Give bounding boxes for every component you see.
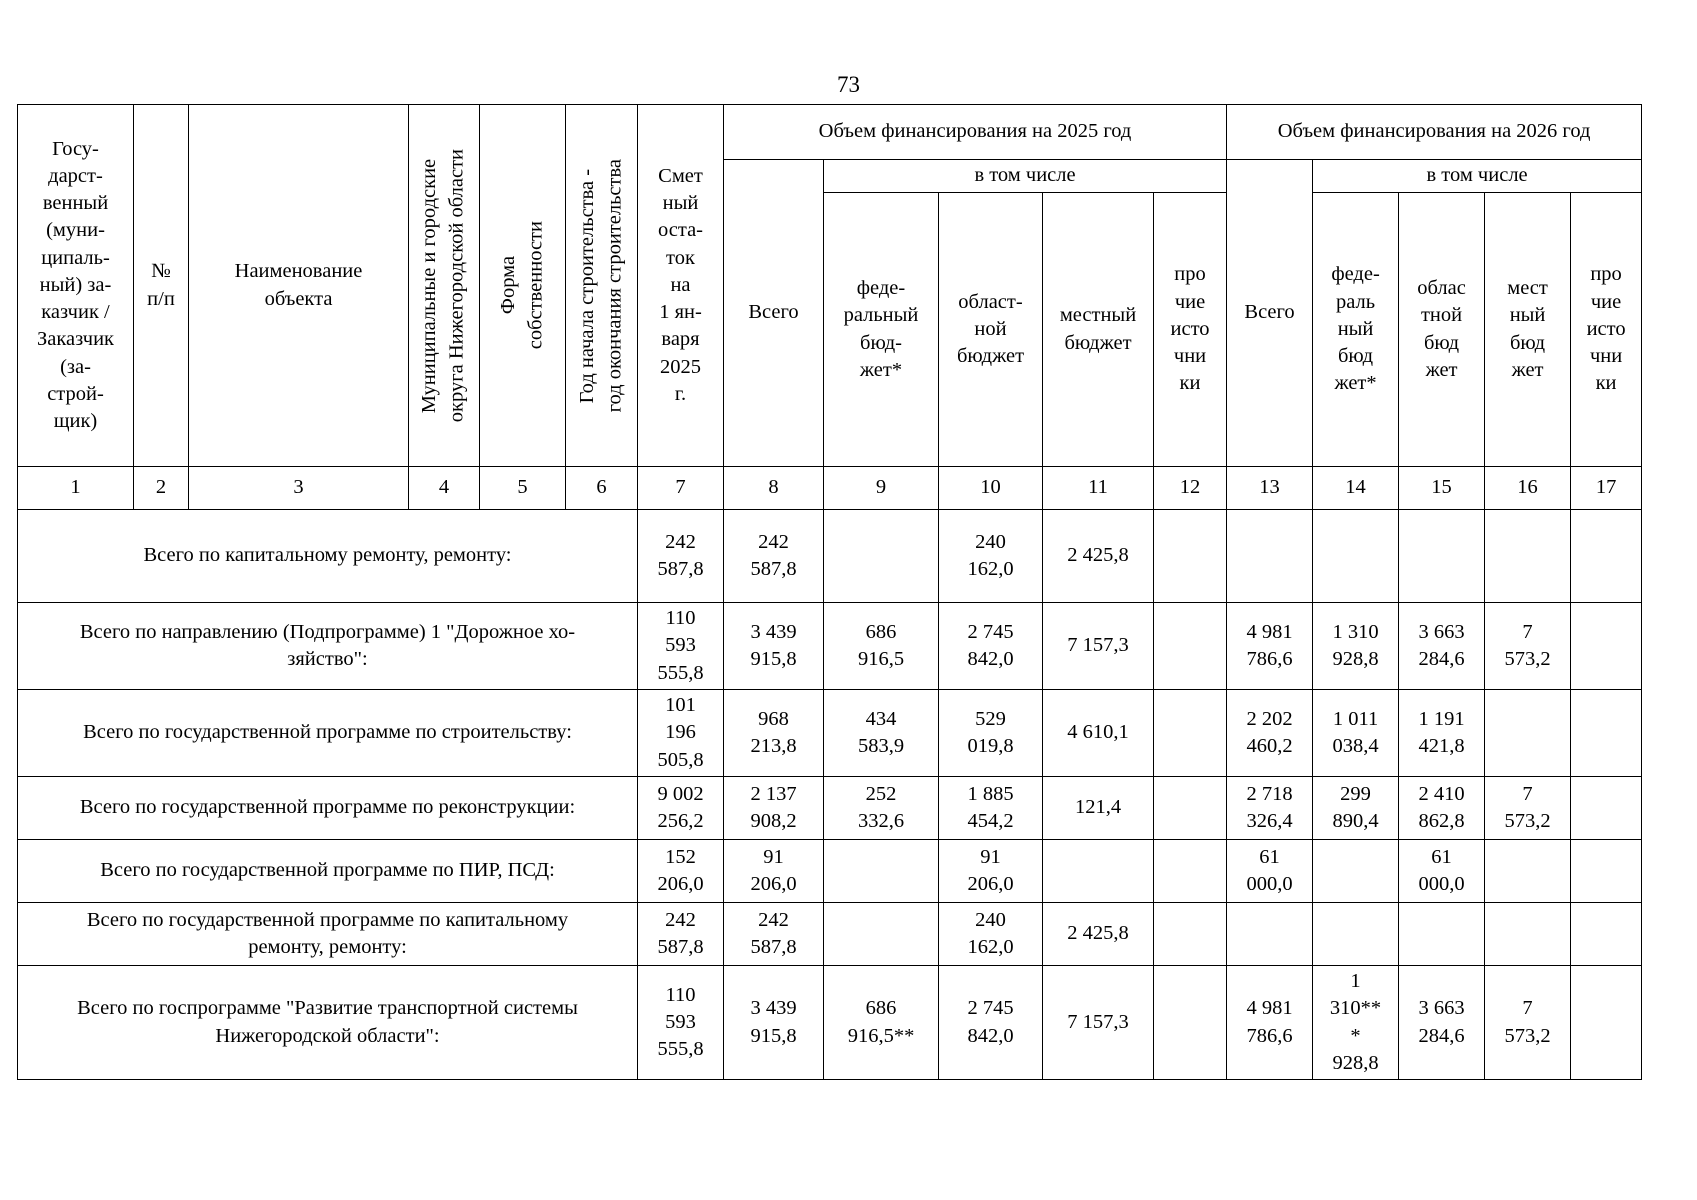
page-number: 73 [837, 72, 860, 97]
column-number: 7 [638, 467, 724, 510]
column-number: 4 [409, 467, 480, 510]
header-federal-2026: феде- раль ный бюд жет* [1313, 193, 1399, 467]
column-number: 16 [1485, 467, 1571, 510]
cell-regional-2026: 2 410 862,8 [1399, 777, 1485, 840]
cell-regional-2025: 240 162,0 [939, 903, 1043, 966]
row-label: Всего по направлению (Подпрограмме) 1 "Дорожное хо- зяйство": [18, 603, 638, 690]
cell-federal-2025: 434 583,9 [824, 690, 939, 777]
column-number: 2 [134, 467, 189, 510]
cell-regional-2026: 61 000,0 [1399, 840, 1485, 903]
cell-other-2025 [1154, 777, 1227, 840]
cell-total-2025: 2 137 908,2 [724, 777, 824, 840]
cell-regional-2026: 1 191 421,8 [1399, 690, 1485, 777]
cell-federal-2025: 252 332,6 [824, 777, 939, 840]
header-municipal-cell [409, 105, 480, 467]
row-label: Всего по государственной программе по строительству: [18, 690, 638, 777]
cell-other-2025 [1154, 603, 1227, 690]
cell-local-2025: 121,4 [1043, 777, 1154, 840]
cell-federal-2025 [824, 510, 939, 603]
column-number: 5 [480, 467, 566, 510]
cell-estimate: 9 002 256,2 [638, 777, 724, 840]
cell-other-2026 [1571, 840, 1642, 903]
cell-other-2026 [1571, 966, 1642, 1080]
cell-estimate: 242 587,8 [638, 903, 724, 966]
cell-total-2026: 61 000,0 [1227, 840, 1313, 903]
header-federal-2025: феде- ральный бюд- жет* [824, 193, 939, 467]
cell-estimate: 152 206,0 [638, 840, 724, 903]
row-label: Всего по государственной программе по реконструкции: [18, 777, 638, 840]
cell-regional-2026 [1399, 903, 1485, 966]
cell-local-2025: 2 425,8 [1043, 903, 1154, 966]
cell-federal-2025 [824, 840, 939, 903]
financing-table [17, 104, 1642, 1080]
cell-other-2026 [1571, 690, 1642, 777]
cell-federal-2026: 1 310** * 928,8 [1313, 966, 1399, 1080]
cell-other-2025 [1154, 510, 1227, 603]
cell-estimate: 110 593 555,8 [638, 603, 724, 690]
cell-other-2026 [1571, 510, 1642, 603]
row-label: Всего по государственной программе по ПИР, ПСД: [18, 840, 638, 903]
table-row [18, 603, 1642, 690]
header-fin-2025: Объем финансирования на 2025 год [724, 105, 1227, 160]
cell-total-2025: 3 439 915,8 [724, 603, 824, 690]
cell-regional-2025: 240 162,0 [939, 510, 1043, 603]
cell-other-2025 [1154, 903, 1227, 966]
header-customer: Госу- дарст- венный (муни- ципаль- ный) за- казчик / Заказчик (за- строй- щик) [18, 105, 134, 467]
cell-local-2026 [1485, 690, 1571, 777]
column-number: 3 [189, 467, 409, 510]
header-ownership: Форма собственности [496, 221, 547, 350]
cell-estimate: 110 593 555,8 [638, 966, 724, 1080]
cell-other-2025 [1154, 966, 1227, 1080]
cell-regional-2025: 91 206,0 [939, 840, 1043, 903]
header-num: № п/п [134, 105, 189, 467]
row-label: Всего по капитальному ремонту, ремонту: [18, 510, 638, 603]
header-object-name: Наименование объекта [189, 105, 409, 467]
row-label: Всего по государственной программе по капитальному ремонту, ремонту: [18, 903, 638, 966]
cell-local-2025 [1043, 840, 1154, 903]
cell-estimate: 101 196 505,8 [638, 690, 724, 777]
cell-regional-2025: 1 885 454,2 [939, 777, 1043, 840]
cell-regional-2025: 2 745 842,0 [939, 966, 1043, 1080]
header-total-2026: Всего [1227, 160, 1313, 467]
cell-total-2026: 2 718 326,4 [1227, 777, 1313, 840]
cell-estimate: 242 587,8 [638, 510, 724, 603]
header-local-2025: местный бюджет [1043, 193, 1154, 467]
cell-local-2026: 7 573,2 [1485, 603, 1571, 690]
header-regional-2026: облас тной бюд жет [1399, 193, 1485, 467]
cell-regional-2026: 3 663 284,6 [1399, 603, 1485, 690]
header-other-2025: про чие исто чни ки [1154, 193, 1227, 467]
header-local-2026: мест ный бюд жет [1485, 193, 1571, 467]
cell-total-2026 [1227, 510, 1313, 603]
header-municipal: Муниципальные и городские округа Нижегородской области [418, 148, 468, 423]
column-number: 15 [1399, 467, 1485, 510]
cell-federal-2026 [1313, 840, 1399, 903]
column-number-row [18, 467, 1642, 510]
cell-federal-2026: 299 890,4 [1313, 777, 1399, 840]
table-row [18, 903, 1642, 966]
cell-other-2026 [1571, 777, 1642, 840]
column-number: 17 [1571, 467, 1642, 510]
cell-total-2026 [1227, 903, 1313, 966]
table-row [18, 840, 1642, 903]
cell-local-2025: 4 610,1 [1043, 690, 1154, 777]
cell-total-2026: 4 981 786,6 [1227, 603, 1313, 690]
cell-other-2025 [1154, 690, 1227, 777]
header-other-2026: про чие исто чни ки [1571, 193, 1642, 467]
cell-regional-2026: 3 663 284,6 [1399, 966, 1485, 1080]
cell-federal-2026: 1 310 928,8 [1313, 603, 1399, 690]
cell-local-2025: 7 157,3 [1043, 603, 1154, 690]
cell-other-2025 [1154, 840, 1227, 903]
cell-other-2026 [1571, 903, 1642, 966]
cell-regional-2025: 529 019,8 [939, 690, 1043, 777]
column-number: 14 [1313, 467, 1399, 510]
header-estimate: Смет ный оста- ток на 1 ян- варя 2025 г. [638, 105, 724, 467]
header-years-cell [566, 105, 638, 467]
column-number: 8 [724, 467, 824, 510]
table-row [18, 690, 1642, 777]
cell-total-2025: 242 587,8 [724, 510, 824, 603]
cell-federal-2025: 686 916,5** [824, 966, 939, 1080]
cell-federal-2025 [824, 903, 939, 966]
cell-federal-2025: 686 916,5 [824, 603, 939, 690]
cell-federal-2026: 1 011 038,4 [1313, 690, 1399, 777]
cell-federal-2026 [1313, 510, 1399, 603]
header-regional-2025: област- ной бюджет [939, 193, 1043, 467]
table-row [18, 966, 1642, 1080]
cell-local-2025: 2 425,8 [1043, 510, 1154, 603]
cell-regional-2025: 2 745 842,0 [939, 603, 1043, 690]
cell-local-2025: 7 157,3 [1043, 966, 1154, 1080]
cell-total-2025: 968 213,8 [724, 690, 824, 777]
column-number: 13 [1227, 467, 1313, 510]
cell-total-2026: 2 202 460,2 [1227, 690, 1313, 777]
header-total-2025: Всего [724, 160, 824, 467]
header-ownership-cell [480, 105, 566, 467]
table-row [18, 777, 1642, 840]
header-fin-2026: Объем финансирования на 2026 год [1227, 105, 1642, 160]
table-row [18, 510, 1642, 603]
column-number: 12 [1154, 467, 1227, 510]
cell-total-2025: 242 587,8 [724, 903, 824, 966]
column-number: 11 [1043, 467, 1154, 510]
cell-total-2025: 3 439 915,8 [724, 966, 824, 1080]
cell-federal-2026 [1313, 903, 1399, 966]
cell-local-2026 [1485, 510, 1571, 603]
header-years: Год начала строительства - год окончания строительства [575, 158, 626, 413]
cell-regional-2026 [1399, 510, 1485, 603]
column-number: 9 [824, 467, 939, 510]
cell-local-2026 [1485, 840, 1571, 903]
cell-local-2026: 7 573,2 [1485, 966, 1571, 1080]
cell-local-2026: 7 573,2 [1485, 777, 1571, 840]
cell-other-2026 [1571, 603, 1642, 690]
header-incl-2026: в том числе [1313, 160, 1642, 193]
column-number: 1 [18, 467, 134, 510]
row-label: Всего по госпрограмме "Развитие транспортной системы Нижегородской области": [18, 966, 638, 1080]
column-number: 6 [566, 467, 638, 510]
cell-total-2025: 91 206,0 [724, 840, 824, 903]
column-number: 10 [939, 467, 1043, 510]
cell-total-2026: 4 981 786,6 [1227, 966, 1313, 1080]
header-incl-2025: в том числе [824, 160, 1227, 193]
cell-local-2026 [1485, 903, 1571, 966]
